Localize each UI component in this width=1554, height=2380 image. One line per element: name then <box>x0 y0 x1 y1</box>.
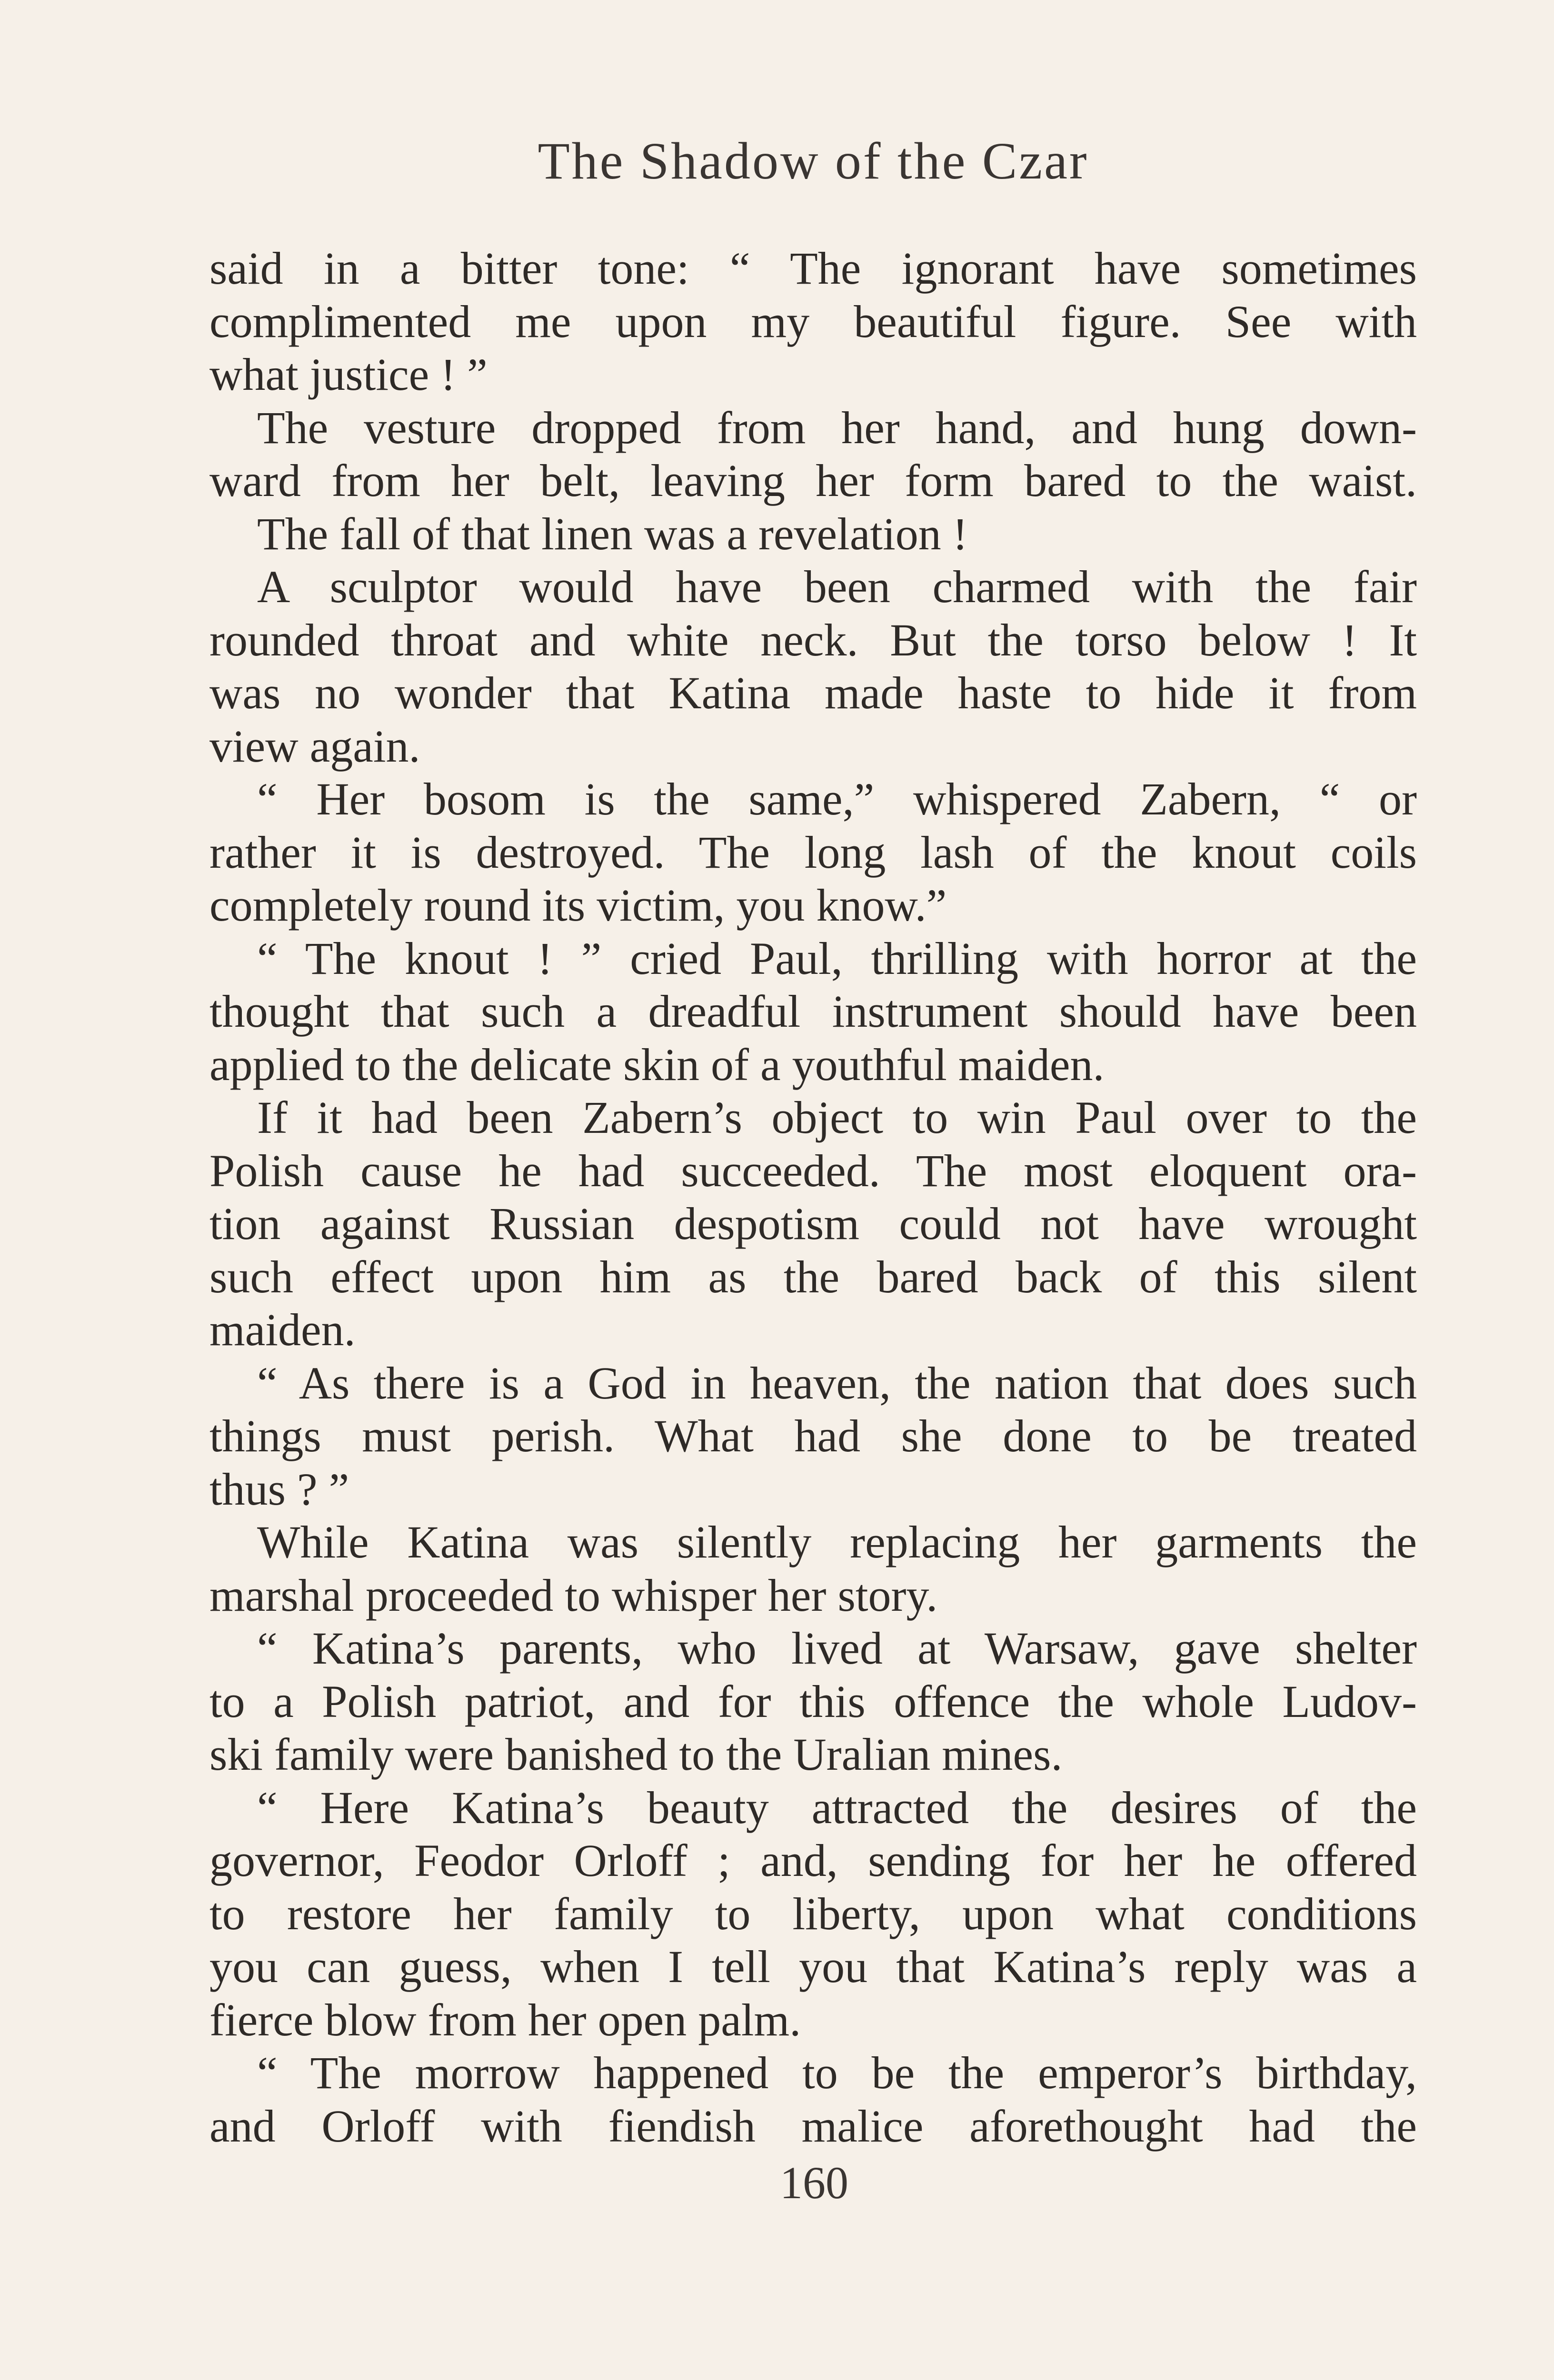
text-line: to a Polish patriot, and for this offence the whole Ludov- <box>209 1676 1417 1727</box>
text-line: governor, Feodor Orloff ; and, sending for her he offered <box>209 1835 1417 1886</box>
text-line: things must perish. What had she done to be treated <box>209 1410 1417 1461</box>
page-number: 160 <box>780 2157 848 2208</box>
text-line: rather it is destroyed. The long lash of the knout coils <box>209 826 1417 878</box>
text-line: applied to the delicate skin of a youthful maiden. <box>209 1039 1105 1090</box>
text-line: to restore her family to liberty, upon what conditions <box>209 1888 1417 1939</box>
text-line: marshal proceeded to whisper her story. <box>209 1569 938 1621</box>
body-text <box>209 242 1417 2152</box>
text-line: maiden. <box>209 1304 356 1355</box>
text-line: you can guess, when I tell you that Katina’s reply was a <box>209 1941 1417 1992</box>
text-line: view again. <box>209 720 420 772</box>
text-line: thus ? ” <box>209 1463 349 1515</box>
text-line: The fall of that linen was a revelation ! <box>257 508 968 559</box>
text-line: rounded throat and white neck. But the torso below ! It <box>209 614 1417 665</box>
text-line: completely round its victim, you know.” <box>209 880 947 931</box>
text-line: “ Her bosom is the same,” whispered Zabern, “ or <box>257 774 1417 824</box>
running-head: The Shadow of the Czar <box>538 132 1089 190</box>
text-line: said in a bitter tone: “ The ignorant have sometimes <box>209 243 1417 294</box>
text-line: was no wonder that Katina made haste to hide it from <box>209 667 1417 718</box>
text-line: “ As there is a God in heaven, the nation that does such <box>257 1357 1417 1408</box>
text-line: While Katina was silently replacing her garments the <box>257 1517 1417 1567</box>
text-line: ski family were banished to the Uralian mines. <box>209 1729 1063 1780</box>
text-line: The vesture dropped from her hand, and hung down- <box>257 402 1417 453</box>
text-line: “ The morrow happened to be the emperor’s birthday, <box>257 2047 1417 2098</box>
text-line: “ Katina’s parents, who lived at Warsaw, gave shelter <box>257 1623 1417 1674</box>
text-line: what justice ! ” <box>209 349 488 400</box>
text-line: If it had been Zabern’s object to win Paul over to the <box>257 1092 1417 1143</box>
text-line: fierce blow from her open palm. <box>209 1994 801 2045</box>
text-line: thought that such a dreadful instrument should have been <box>209 986 1417 1037</box>
text-line: A sculptor would have been charmed with the fair <box>257 561 1417 612</box>
text-line: such effect upon him as the bared back of this silent <box>209 1251 1417 1302</box>
text-line: Polish cause he had succeeded. The most eloquent ora- <box>209 1145 1417 1196</box>
text-line: “ The knout ! ” cried Paul, thrilling with horror at the <box>257 932 1417 984</box>
text-line: complimented me upon my beautiful figure. See with <box>209 296 1417 347</box>
text-line: ward from her belt, leaving her form bared to the waist. <box>209 455 1417 506</box>
text-line: “ Here Katina’s beauty attracted the desires of the <box>257 1782 1417 1833</box>
text-line: and Orloff with fiendish malice aforethought had the <box>209 2100 1417 2152</box>
text-line: tion against Russian despotism could not have wrought <box>209 1198 1417 1249</box>
